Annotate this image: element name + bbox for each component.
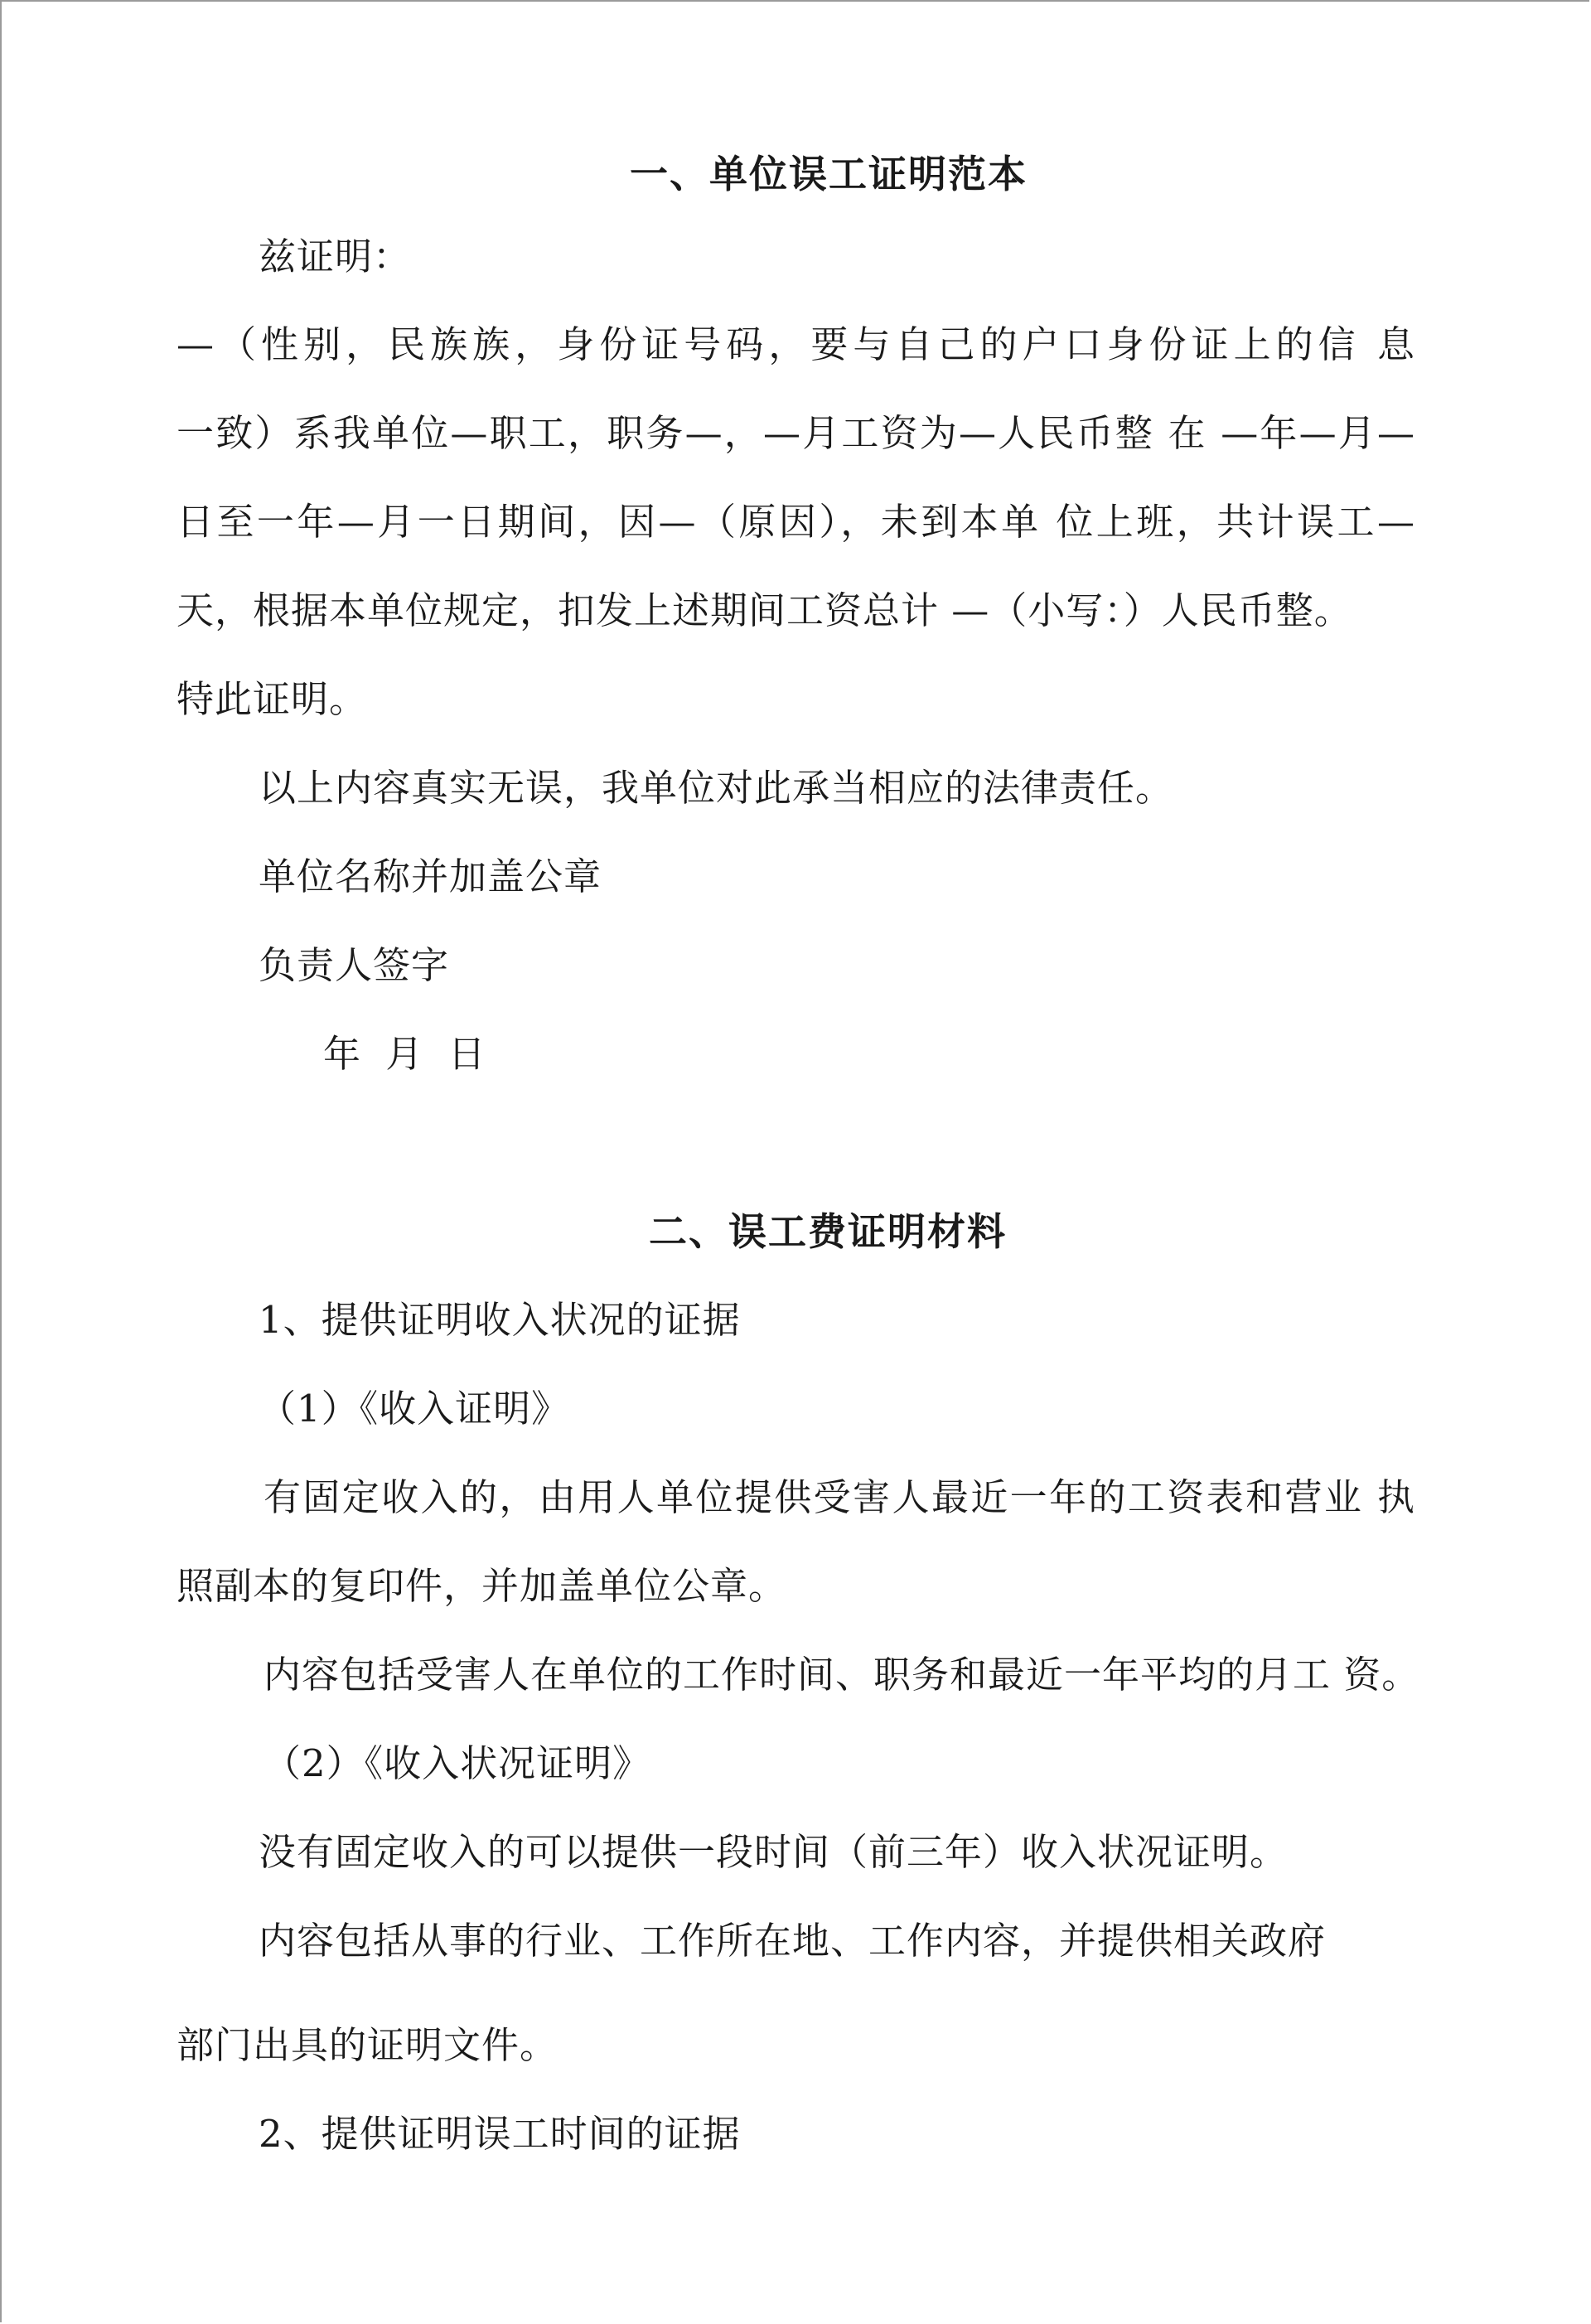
sub-2-paragraph: 没有固定收入的可以提供一段时间（前三年）收入状况证明。 — [259, 1830, 1289, 1874]
sub-2-content-line-2: 部门出具的证明文件。 — [177, 2023, 559, 2067]
body-line-2: 一致）系我单位—职工，职务—，—月工资为—人民币整 在 —年—月— — [177, 411, 1415, 455]
sub-2-content-line-1: 内容包括从事的行业、工作所在地、工作内容，并提供相关政府 — [259, 1919, 1327, 1963]
body-line-1: —（性别，民族族，身份证号码，要与自己的户口身份证上的信 息 — [177, 322, 1415, 366]
date-line: 年 月 日 — [323, 1032, 486, 1076]
body-line-4: 天，根据本单位规定，扣发上述期间工资总计 —（小写：）人民币整。 — [177, 588, 1352, 632]
salutation: 兹证明： — [259, 235, 412, 278]
item-1-heading: 1、提供证明收入状况的证据 — [259, 1298, 741, 1342]
sub-1-content: 内容包括受害人在单位的工作时间、职务和最近一年平均的月工 资。 — [264, 1653, 1420, 1697]
signature-line: 负责人签字 — [259, 943, 450, 987]
section-1-title: 一、单位误工证明范本 — [630, 152, 1028, 196]
section-2-title: 二、误工费证明材料 — [649, 1209, 1007, 1254]
declaration-text: 以上内容真实无误，我单位对此承当相应的法律责任。 — [259, 766, 1174, 810]
sub-1-title: （1）《收入证明》 — [259, 1387, 570, 1431]
body-line-3: 日至一年—月一日期间，因—（原因），未到本单 位上班，共计误工— — [177, 500, 1415, 544]
sub-2-title: （2）《收入状况证明》 — [264, 1741, 651, 1785]
sub-1-paragraph-line-2: 照副本的复印件，并加盖单位公章。 — [177, 1564, 787, 1608]
item-2-heading: 2、提供证明误工时间的证据 — [259, 2112, 741, 2156]
sub-1-paragraph-line-1: 有固定收入的，由用人单位提供受害人最近一年的工资表和营业 执 — [264, 1475, 1415, 1519]
closing-text: 特此证明。 — [177, 677, 368, 721]
seal-line: 单位名称并加盖公章 — [259, 855, 602, 898]
